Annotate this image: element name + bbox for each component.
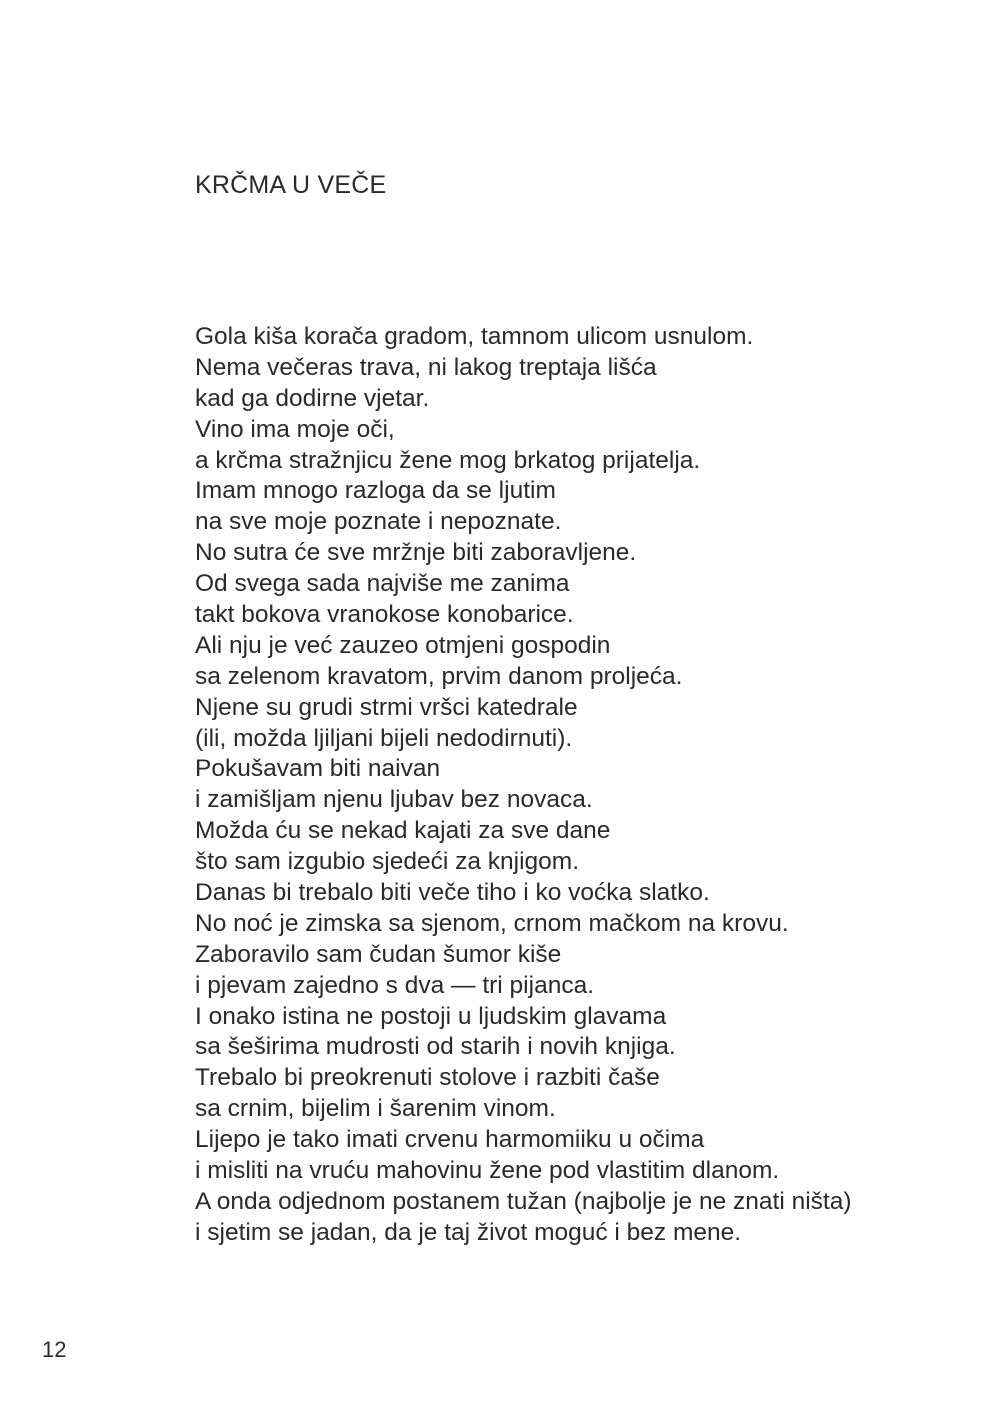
poem-line: na sve moje poznate i nepoznate. xyxy=(195,508,562,536)
page-number: 12 xyxy=(42,1337,67,1362)
poem-line: I onako istina ne postoji u ljudskim glavama xyxy=(195,1002,667,1030)
poem-line: i misliti na vruću mahovinu žene pod vlastitim dlanom. xyxy=(195,1157,780,1185)
poem-line: i sjetim se jadan, da je taj život moguć i bez mene. xyxy=(195,1218,742,1246)
poem-line: Nema večeras trava, ni lakog treptaja lišća xyxy=(195,353,657,381)
poem-line: takt bokova vranokose konobarice. xyxy=(195,601,574,629)
poem-line: a krčma stražnjicu žene mog brkatog prijatelja. xyxy=(195,446,701,474)
poem-line: sa zelenom kravatom, prvim danom proljeća. xyxy=(195,662,683,690)
poem-line: kad ga dodirne vjetar. xyxy=(195,384,430,412)
poem-line: Lijepo je tako imati crvenu harmomiiku u očima xyxy=(195,1126,705,1154)
poem-line: Zaboravilo sam čudan šumor kiše xyxy=(195,940,562,968)
poem-body xyxy=(195,322,965,1249)
poem-line: što sam izgubio sjedeći za knjigom. xyxy=(195,848,580,876)
poem-line: sa crnim, bijelim i šarenim vinom. xyxy=(195,1095,556,1123)
poem-title: KRČMA U VEČE xyxy=(195,171,387,199)
poem-line: No noć je zimska sa sjenom, crnom mačkom na krovu. xyxy=(195,909,789,937)
poem-line: Trebalo bi preokrenuti stolove i razbiti čaše xyxy=(195,1064,660,1092)
poem-line: Ali nju je već zauzeo otmjeni gospodin xyxy=(195,631,611,659)
poem-line: Pokušavam biti naivan xyxy=(195,755,441,783)
poem-line: No sutra će sve mržnje biti zaboravljene. xyxy=(195,539,637,567)
poem-line: (ili, možda ljiljani bijeli nedodirnuti). xyxy=(195,724,573,752)
poem-line: i pjevam zajedno s dva — tri pijanca. xyxy=(195,971,594,999)
poem-line: Imam mnogo razloga da se ljutim xyxy=(195,477,556,505)
poem-line: Gola kiša korača gradom, tamnom ulicom usnulom. xyxy=(195,323,754,350)
poem-line: Njene su grudi strmi vršci katedrale xyxy=(195,693,578,721)
poem-line: Od svega sada najviše me zanima xyxy=(195,570,570,598)
poem-line: i zamišljam njenu ljubav bez novaca. xyxy=(195,786,593,814)
poem-line: Vino ima moje oči, xyxy=(195,415,395,443)
poem-line: A onda odjednom postanem tužan (najbolje je ne znati ništa) xyxy=(195,1187,852,1215)
poem-line: sa šeširima mudrosti od starih i novih knjiga. xyxy=(195,1033,676,1061)
poem-line: Možda ću se nekad kajati za sve dane xyxy=(195,817,611,845)
poem-line: Danas bi trebalo biti veče tiho i ko voćka slatko. xyxy=(195,879,710,907)
